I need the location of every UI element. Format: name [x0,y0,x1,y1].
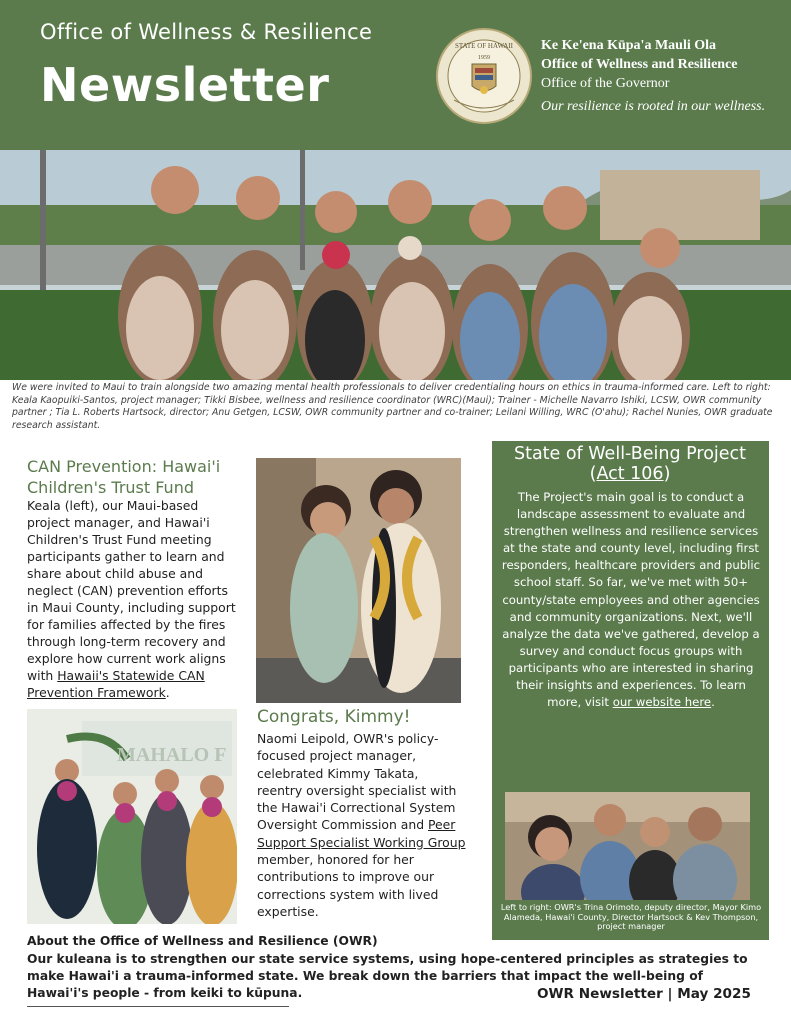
header-kicker: Office of Wellness & Resilience [40,20,373,44]
newsletter-issue-label: OWR Newsletter | May 2025 [537,986,751,1002]
hero-caption: We were invited to Maui to train alongside two amazing mental health professionals to deliver credentialing hours on ethics in trauma-informed care. Left to right: Keala Kaopuiki-Santos, project manager; Tikki Bisbee, wellness and resilience coordinator (WRC)(Maui); Trainer - Michelle Navarro Ishiki, LCSW, OWR community partner ; Tia L. Roberts Hartsock, director; Anu Getgen, LCSW, OWR community partner and co-trainer; Leilani Willing, WRC (O'ahu); Rachel Nunies, OWR graduate research assistant. [12,382,773,431]
about-section-body: Our kuleana is to strengthen our state service systems, using hope-centered principles as strategies to make Hawai'i a trauma-informed state. We break down the barriers that impact the well-being of Hawai'i's people - from keiki to kūpuna. [27,952,748,1000]
org-english-name: Office of Wellness and Resilience [541,57,738,72]
org-tagline: Our resilience is rooted in our wellness. [541,99,766,114]
can-body-text: Keala (left), our Maui-based project manager, and Hawai'i Children's Trust Fund meeting participants gather to learn and share about child abuse and neglect (CAN) prevention efforts in Maui County, including support for families affected by the fires through long-term recovery and explore how current work aligns with [27,498,236,683]
kimmy-section-title: Congrats, Kimmy! [257,707,411,727]
wellbeing-title-text: State of Well-Being Project ( [513,444,747,484]
wellbeing-body-text: The Project's main goal is to conduct a landscape assessment to evaluate and strengthen wellness and resilience services at the state and county level, including first responders, healthcare providers and public school staff. So far, we've met with 50+ county/state employees and other agencies and community organizations. Next, we'll analyze the data we've gathered, develop a survey and conduct focus groups with participants who are interested in sharing their insights and experiences. To learn more, visit [501,490,761,710]
footer-divider [27,1006,289,1007]
mahalo-banner-text: MAHALO F [117,744,227,766]
kimmy-body-text: Naomi Leipold, OWR's policy-focused project manager, celebrated Kimmy Takata, reentry oversight specialist with the Hawai'i Correctional System Oversight Commission and [257,731,457,833]
wellbeing-meeting-photo [505,792,750,900]
can-section-title: CAN Prevention: Hawai'i Children's Trust Fund [27,457,221,497]
wellbeing-photo-caption: Left to right: OWR's Trina Orimoto, deputy director, Mayor Kimo Alameda, Hawai'i County, Director Hartsock & Kev Thompson, project manager [500,902,762,932]
org-parent-office: Office of the Governor [541,76,670,91]
about-section-title: About the Office of Wellness and Resilience (OWR) [27,934,378,948]
hero-group-photo [0,150,791,380]
kimmy-section-body [257,730,467,920]
wellbeing-section-body [500,489,762,711]
can-framework-link[interactable]: Hawaii's Statewide CAN Prevention Framework [27,668,205,700]
wellbeing-title-end: ) [663,464,671,484]
newsletter-title: Newsletter [40,58,330,112]
can-meeting-photo [27,709,237,924]
owr-website-link[interactable]: our website here [612,695,712,710]
peer-support-link[interactable]: Peer Support Specialist Working Group [257,817,466,850]
wellbeing-body-end: . [711,695,715,710]
act-106-link[interactable]: Act 106 [596,464,664,484]
kimmy-celebration-photo [256,458,461,703]
can-body-end: . [165,685,170,700]
seal-state-text: STATE OF HAWAII [455,42,513,50]
wellbeing-section-title [500,444,760,484]
state-seal-logo [436,28,532,124]
kimmy-body-end: member, honored for her contributions to improve our corrections system with lived expertise. [257,852,439,919]
office-identity [541,36,765,116]
can-section-body [27,497,242,701]
org-hawaiian-name: Ke Ke'ena Kūpa'a Mauli Ola [541,38,717,53]
seal-year: 1959 [478,55,490,61]
